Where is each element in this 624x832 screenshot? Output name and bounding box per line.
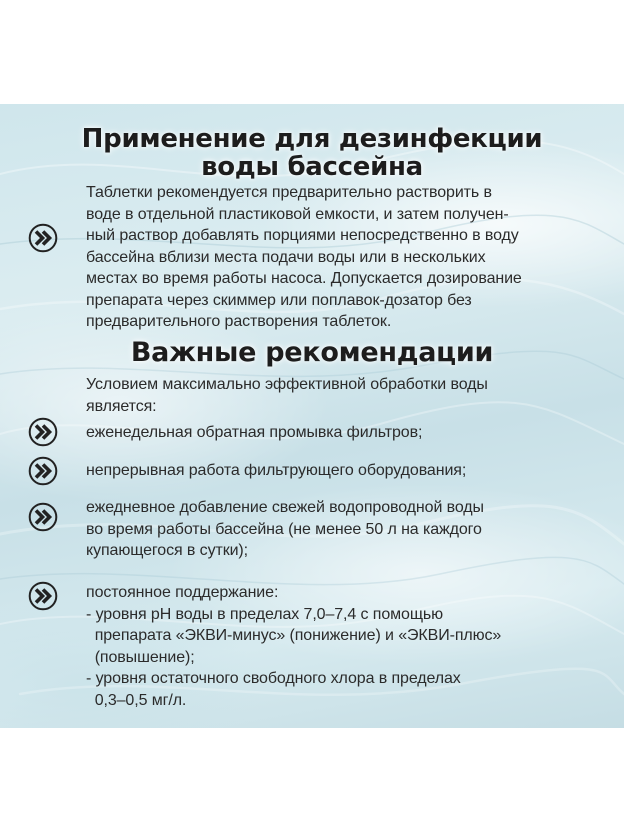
list-item-maintenance <box>86 582 501 711</box>
title-line: воды бассейна <box>201 152 423 182</box>
text-line: ный раствор добавлять порциями непосредственно в воду <box>86 227 519 244</box>
text-line: еженедельная обратная промывка фильтров; <box>86 424 423 441</box>
double-chevron-right-icon <box>28 223 58 253</box>
text-line: непрерывная работа фильтрующего оборудования; <box>86 462 467 479</box>
text-line: Таблетки рекомендуется предварительно растворить в <box>86 184 492 201</box>
text-line: бассейна вблизи места подачи воды или в нескольких <box>86 248 486 266</box>
text-line: Условием максимально эффективной обработки воды <box>86 376 488 393</box>
text-line: ежедневное добавление свежей водопроводной воды <box>86 499 484 516</box>
section-title-recommendations: Важные рекомендации <box>130 337 494 368</box>
recommendations-intro <box>86 374 488 417</box>
text-line: - уровня pH воды в пределах 7,0–7,4 с помощью <box>86 605 444 623</box>
disinfection-paragraph <box>86 182 522 333</box>
double-chevron-right-icon <box>28 456 58 486</box>
double-chevron-right-icon <box>28 581 58 611</box>
text-line: воде в отдельной пластиковой емкости, и затем получен- <box>86 205 509 223</box>
text-line: - уровня остаточного свободного хлора в пределах <box>86 670 461 687</box>
text-line: препарата «ЭКВИ-минус» (понижение) и «ЭКВИ-плюс» <box>86 627 502 644</box>
text-line: предварительного растворения таблеток. <box>86 313 392 330</box>
list-item-filter-backwash <box>86 422 422 444</box>
text-line: (повышение); <box>86 648 195 666</box>
text-line: 0,3–0,5 мг/л. <box>86 691 187 709</box>
title-line: Применение для дезинфекции <box>81 124 543 154</box>
list-item-fresh-water <box>86 497 484 562</box>
text-line: постоянное поддержание: <box>86 584 279 601</box>
text-line: во время работы бассейна (не менее 50 л на каждого <box>86 520 482 538</box>
text-line: препарата через скиммер или поплавок-дозатор без <box>86 291 472 309</box>
text-line: местах во время работы насоса. Допускается дозирование <box>86 270 522 287</box>
section-title-disinfection <box>0 125 624 181</box>
double-chevron-right-icon <box>28 417 58 447</box>
double-chevron-right-icon <box>28 502 58 532</box>
list-item-filter-operation <box>86 460 466 482</box>
text-line: купающегося в сутки); <box>86 542 249 559</box>
text-line: является: <box>86 397 157 415</box>
instruction-panel <box>0 104 624 728</box>
